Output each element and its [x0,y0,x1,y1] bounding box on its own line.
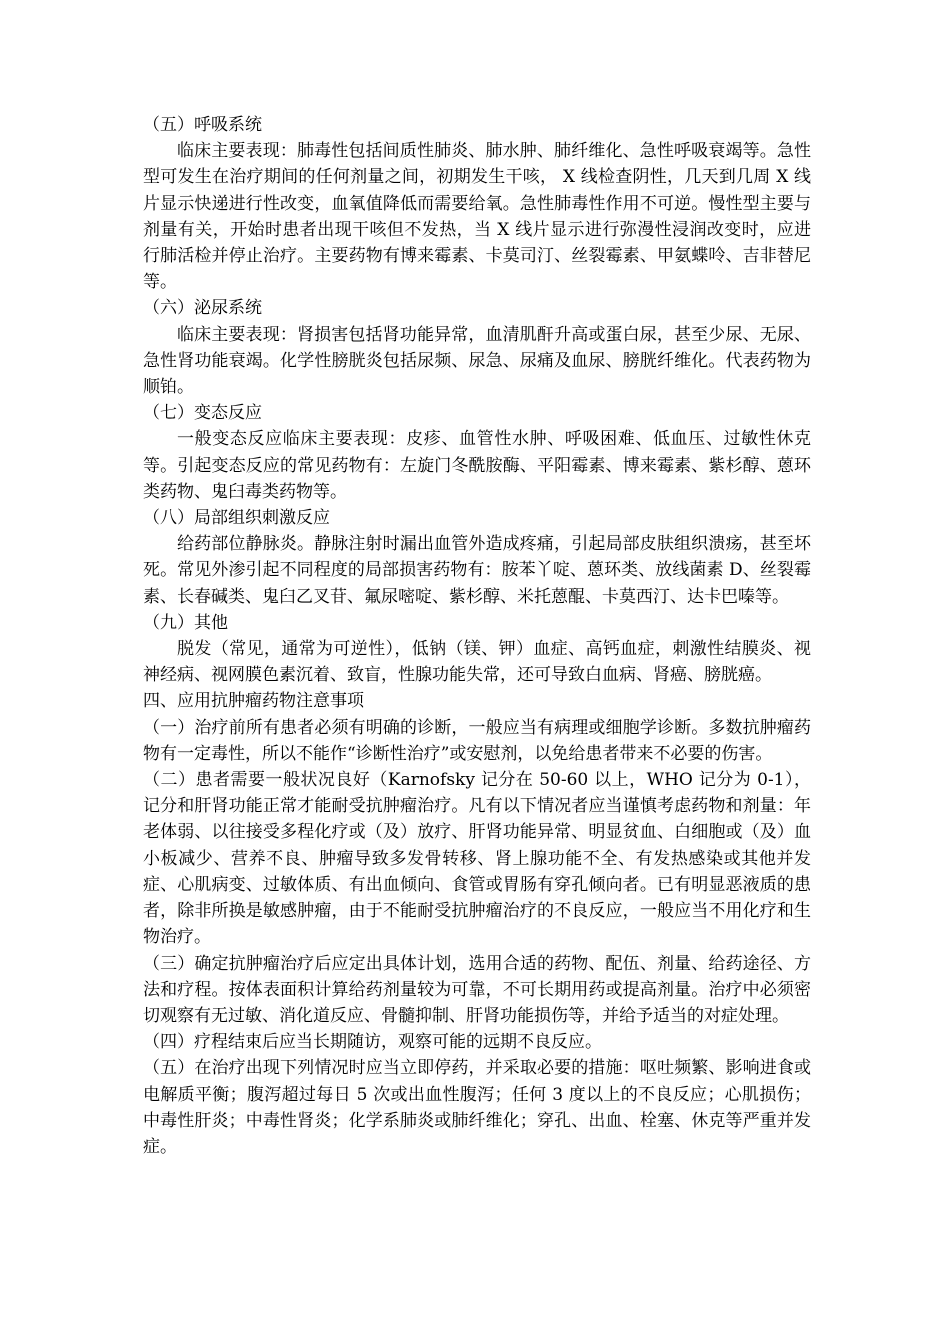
section-heading-local-irritation: （八）局部组织刺激反应 [143,508,330,529]
precaution-item-3: （三）确定抗肿瘤治疗后应定出具体计划，选用合适的药物、配伍、剂量、给药途径、方法和疗程。按体表面积计算给药剂量较为可靠，不可长期用药或提高剂量。治疗中必须密切观察有无过敏、消化道反应、骨髓抑制、肝肾功能损伤等，并给予适当的对症处理。 [143,953,811,1026]
section-heading-urinary: （六）泌尿系统 [143,298,262,319]
paragraph-allergy: 一般变态反应临床主要表现：皮疹、血管性水肿、呼吸困难、低血压、过敏性休克等。引起变态反应的常见药物有：左旋门冬酰胺酶、平阳霉素、博来霉素、紫杉醇、蒽环类药物、鬼臼毒类药物等。 [143,429,811,502]
precaution-item-1: （一）治疗前所有患者必须有明确的诊断，一般应当有病理或细胞学诊断。多数抗肿瘤药物有一定毒性，所以不能作“诊断性治疗”或安慰剂，以免给患者带来不必要的伤害。 [143,717,811,764]
section-heading-respiratory: （五）呼吸系统 [143,115,262,135]
paragraph-local-irritation: 给药部位静脉炎。静脉注射时漏出血管外造成疼痛，引起局部皮肤组织溃疡，甚至坏死。常见外渗引起不同程度的局部损害药物有：胺苯丫啶、蒽环类、放线菌素 D、丝裂霉素、长春碱类、鬼臼乙叉苷、氟尿嘧啶、紫杉醇、米托蒽醌、卡莫西汀、达卡巴嗪等。 [143,534,811,607]
paragraph-urinary: 临床主要表现：肾损害包括肾功能异常，血清肌酐升高或蛋白尿，甚至少尿、无尿、急性肾功能衰竭。化学性膀胱炎包括尿频、尿急、尿痛及血尿、膀胱纤维化。代表药物为顺铂。 [143,324,811,398]
precaution-item-2: （二）患者需要一般状况良好（Karnofsky 记分在 50-60 以上，WHO 记分为 0-1），记分和肝肾功能正常才能耐受抗肿瘤治疗。凡有以下情况者应当谨慎考虑药物和剂量：年老体弱、以往接受多程化疗或（及）放疗、肝肾功能异常、明显贫血、白细胞或（及）血小板减少、营养不良、肿瘤导致多发骨转移、肾上腺功能不全、有发热感染或其他并发症、心肌病变、过敏体质、有出血倾向、食管或胃肠有穿孔倾向者。已有明显恶液质的患者，除非所换是敏感肿瘤，由于不能耐受抗肿瘤治疗的不良反应，一般应当不用化疗和生物治疗。 [143,770,811,948]
paragraph-other: 脱发（常见，通常为可逆性），低钠（镁、钾）血症、高钙血症，刺激性结膜炎、视神经病、视网膜色素沉着、致盲，性腺功能失常，还可导致白血病、肾癌、膀胱癌。 [143,639,811,686]
section-heading-other: （九）其他 [143,612,228,633]
section-heading-allergy: （七）变态反应 [143,403,262,424]
chapter-heading-precautions: 四、应用抗肿瘤药物注意事项 [143,691,364,712]
precaution-item-4: （四）疗程结束后应当长期随访，观察可能的远期不良反应。 [143,1032,602,1053]
document-body [143,112,811,1160]
precaution-item-5: （五）在治疗出现下列情况时应当立即停药，并采取必要的措施：呕吐频繁、影响进食或电解质平衡；腹泻超过每日 5 次或出血性腹泻；任何 3 度以上的不良反应；心肌损伤；中毒性肝炎；中毒性肾炎；化学系肺炎或肺纤维化；穿孔、出血、栓塞、休克等严重并发症。 [143,1058,811,1157]
paragraph-respiratory: 临床主要表现：肺毒性包括间质性肺炎、肺水肿、肺纤维化、急性呼吸衰竭等。急性型可发生在治疗期间的任何剂量之间，初期发生干咳， X 线检查阴性，几天到几周 X 线片显示快递进行性改变，血氧值降低而需要给氧。急性肺毒性作用不可逆。慢性型主要与剂量有关，开始时患者出现干咳但不发热，当 X 线片显示进行弥漫性浸润改变时，应进行肺活检并停止治疗。主要药物有博来霉素、卡莫司汀、丝裂霉素、甲氨蝶呤、吉非替尼等。 [143,141,811,293]
